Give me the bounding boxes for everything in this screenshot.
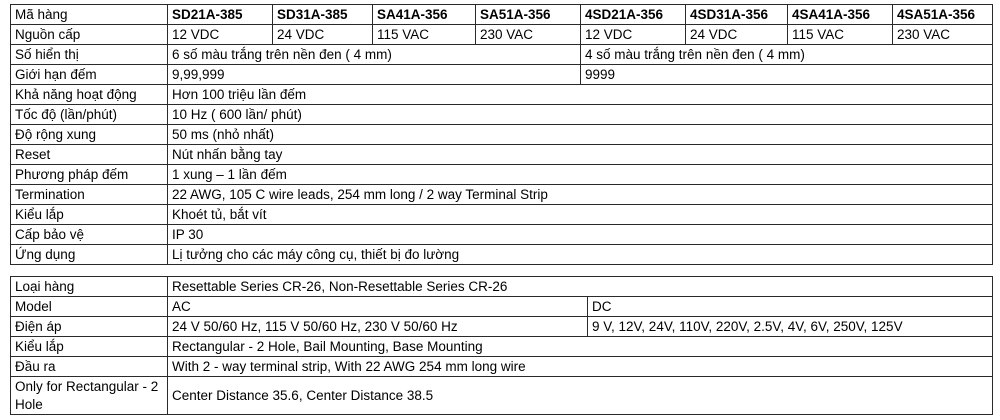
limit-6-digit: 9,99,999 (168, 65, 581, 85)
series-rect-row (11, 377, 993, 415)
series-model-row (11, 297, 993, 317)
spec-value: 1 xung – 1 lần đếm (168, 165, 993, 185)
model-cell: 4SD21A-356 (581, 5, 686, 25)
power-cell: 12 VDC (168, 25, 273, 45)
spec-value: Khoét tủ, bắt vít (168, 205, 993, 225)
model-cell: SD21A-385 (168, 5, 273, 25)
display-row (11, 45, 993, 65)
spec-table (10, 4, 993, 265)
spec-label: Tốc độ (lần/phút) (11, 105, 168, 125)
model-ac: AC (168, 297, 588, 317)
limit-row (11, 65, 993, 85)
spec-label: Khả năng hoạt động (11, 85, 168, 105)
spec-value: 50 ms (nhỏ nhất) (168, 125, 993, 145)
series-mount-row (11, 337, 993, 357)
display-label: Số hiển thị (11, 45, 168, 65)
spec-row (11, 185, 993, 205)
voltage-ac: 24 V 50/60 Hz, 115 V 50/60 Hz, 230 V 50/60 Hz (168, 317, 588, 337)
power-cell: 12 VDC (581, 25, 686, 45)
spec-label: Ứng dụng (11, 245, 168, 265)
voltage-dc: 9 V, 12V, 24V, 110V, 220V, 2.5V, 4V, 6V, 250V, 125V (588, 317, 993, 337)
spec-row (11, 145, 993, 165)
series-output-row (11, 357, 993, 377)
mount-value: Rectangular - 2 Hole, Bail Mounting, Base Mounting (168, 337, 993, 357)
model-cell: SA51A-356 (476, 5, 581, 25)
rect-label: Only for Rectangular - 2 Hole (11, 377, 168, 415)
spec-row (11, 125, 993, 145)
power-row (11, 25, 993, 45)
model-header-label: Mã hàng (11, 5, 168, 25)
voltage-label: Điện áp (11, 317, 168, 337)
series-table (10, 276, 993, 415)
model-cell: 4SA41A-356 (788, 5, 893, 25)
series-voltage-row (11, 317, 993, 337)
spec-row (11, 245, 993, 265)
spec-header-row (11, 5, 993, 25)
power-cell: 24 VDC (273, 25, 373, 45)
series-type-row (11, 277, 993, 297)
power-cell: 115 VAC (373, 25, 476, 45)
spec-value: IP 30 (168, 225, 993, 245)
display-6-digit: 6 số màu trắng trên nền đen ( 4 mm) (168, 45, 581, 65)
limit-label: Giới hạn đếm (11, 65, 168, 85)
spec-value: Nút nhấn bằng tay (168, 145, 993, 165)
rect-value: Center Distance 35.6, Center Distance 38.5 (168, 377, 993, 415)
type-value: Resettable Series CR-26, Non-Resettable Series CR-26 (168, 277, 993, 297)
spec-row (11, 205, 993, 225)
spec-value: 10 Hz ( 600 lần/ phút) (168, 105, 993, 125)
spec-value: Hơn 100 triệu lần đếm (168, 85, 993, 105)
model-cell: SA41A-356 (373, 5, 476, 25)
spec-label: Cấp bảo vệ (11, 225, 168, 245)
spec-value: 22 AWG, 105 C wire leads, 254 mm long / 2 way Terminal Strip (168, 185, 993, 205)
spec-row (11, 105, 993, 125)
limit-4-digit: 9999 (581, 65, 993, 85)
power-cell: 24 VDC (686, 25, 788, 45)
power-cell: 230 VAC (476, 25, 581, 45)
spec-label: Độ rộng xung (11, 125, 168, 145)
power-label: Nguồn cấp (11, 25, 168, 45)
spec-label: Reset (11, 145, 168, 165)
spec-label: Termination (11, 185, 168, 205)
spec-value: Lị tưởng cho các máy công cụ, thiết bị đo lường (168, 245, 993, 265)
spec-label: Kiểu lắp (11, 205, 168, 225)
spec-row (11, 85, 993, 105)
output-label: Đầu ra (11, 357, 168, 377)
spec-label: Phương pháp đếm (11, 165, 168, 185)
display-4-digit: 4 số màu trắng trên nền đen ( 4 mm) (581, 45, 993, 65)
model-label: Model (11, 297, 168, 317)
power-cell: 115 VAC (788, 25, 893, 45)
mount-label: Kiểu lắp (11, 337, 168, 357)
model-cell: 4SD31A-356 (686, 5, 788, 25)
power-cell: 230 VAC (893, 25, 993, 45)
output-value: With 2 - way terminal strip, With 22 AWG 254 mm long wire (168, 357, 993, 377)
model-dc: DC (588, 297, 993, 317)
spec-row (11, 165, 993, 185)
model-cell: 4SA51A-356 (893, 5, 993, 25)
spec-row (11, 225, 993, 245)
type-label: Loại hàng (11, 277, 168, 297)
model-cell: SD31A-385 (273, 5, 373, 25)
